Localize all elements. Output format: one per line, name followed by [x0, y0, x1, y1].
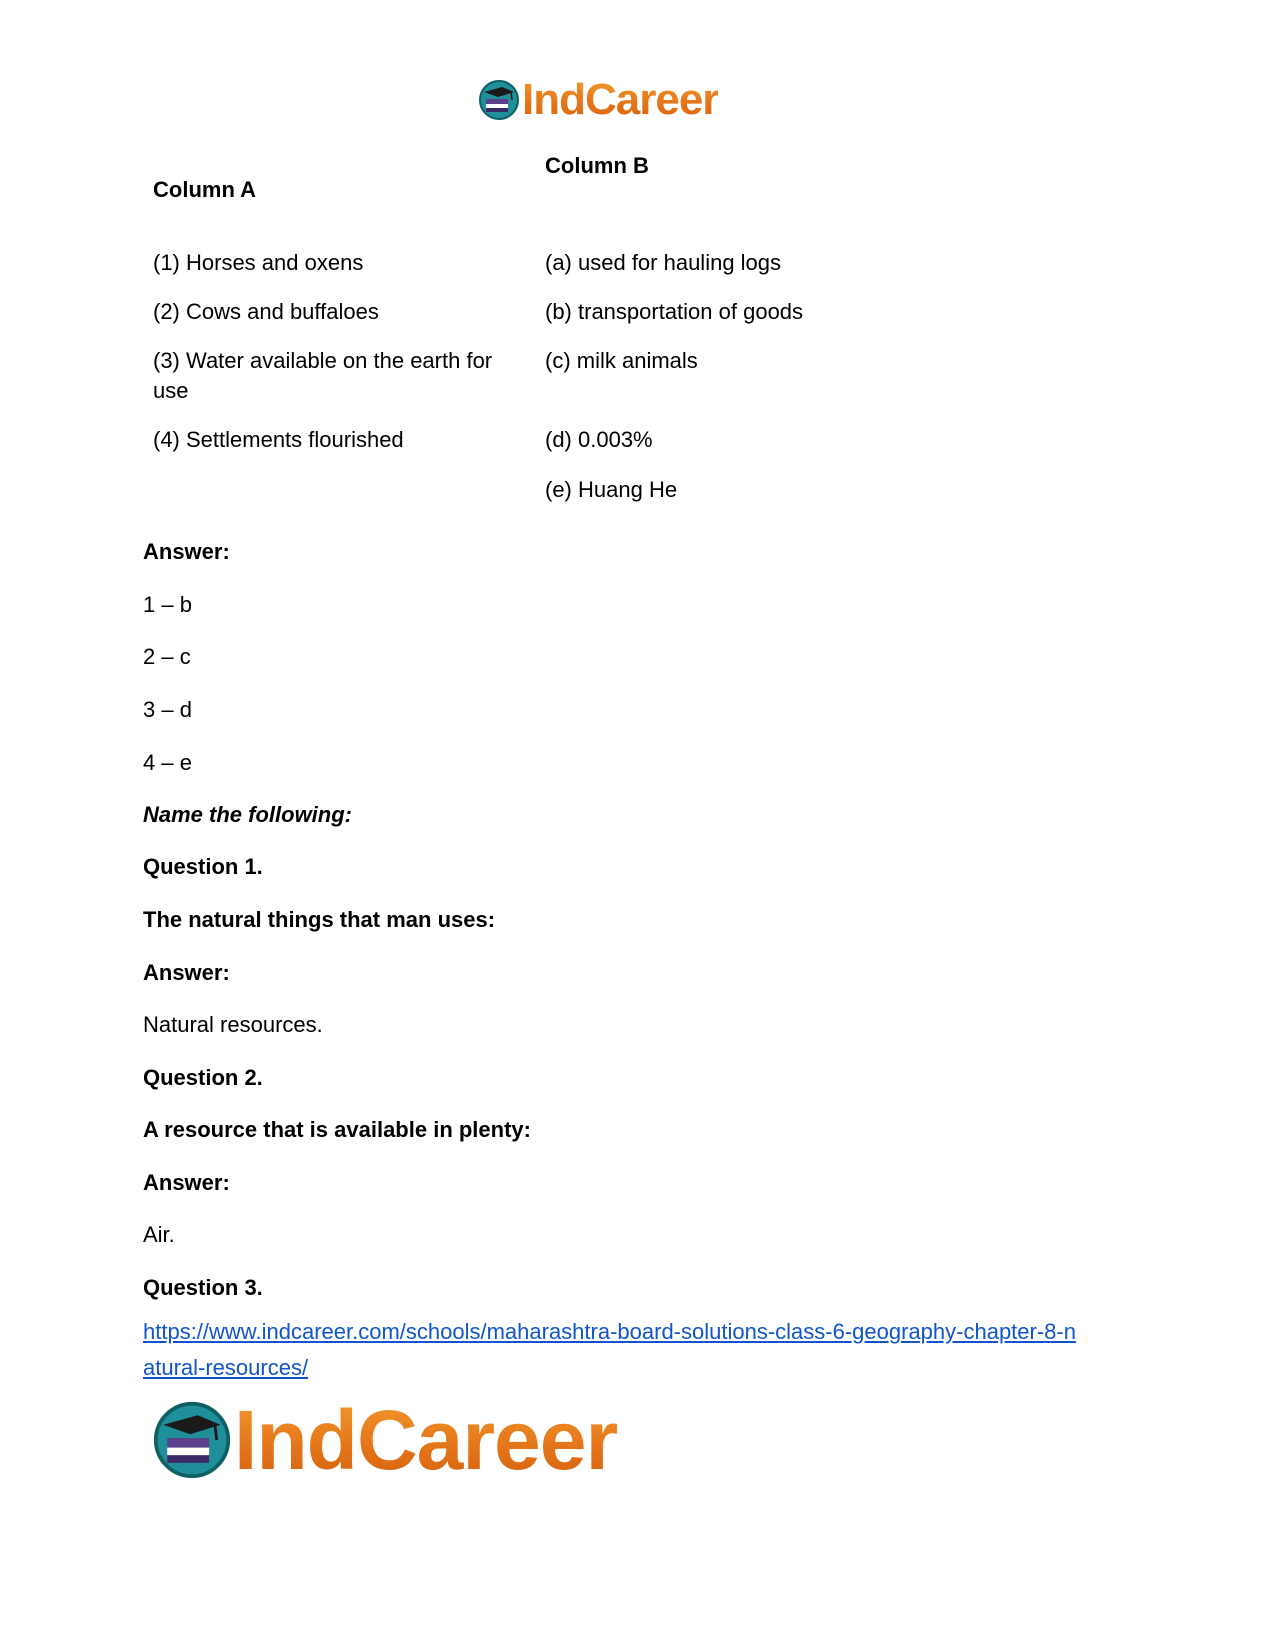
column-b-item: (d) 0.003%	[545, 427, 653, 452]
footer-url-line: https://www.indcareer.com/schools/maharashtra-board-solutions-class-6-geography-chapter-8-n	[143, 1319, 1076, 1344]
column-b-item: (e) Huang He	[545, 477, 678, 502]
logo-globe-icon	[152, 1400, 232, 1480]
column-b-item: (c) milk animals	[545, 348, 698, 373]
column-a-item: (1) Horses and oxens	[153, 250, 364, 275]
column-a-item: (3) Water available on the earth for	[153, 348, 493, 373]
answer-text: Air.	[143, 1222, 175, 1247]
footer-logo	[152, 1393, 618, 1487]
answer-label: Answer:	[143, 960, 230, 985]
question-text: The natural things that man uses:	[143, 907, 496, 932]
footer-url-link[interactable]	[143, 1314, 1143, 1386]
column-a-item: (2) Cows and buffaloes	[153, 299, 379, 324]
header-logo	[478, 75, 719, 124]
answer-item: 2 – c	[143, 644, 191, 669]
logo-wordmark: IndCareer	[234, 1393, 618, 1487]
column-a-item: use	[153, 378, 189, 403]
question-text: A resource that is available in plenty:	[143, 1117, 531, 1142]
column-b-item: (b) transportation of goods	[545, 299, 804, 324]
column-b-item: (a) used for hauling logs	[545, 250, 782, 275]
section-heading: Name the following:	[143, 802, 352, 827]
answer-label: Answer:	[143, 1170, 230, 1195]
logo-wordmark: IndCareer	[522, 75, 719, 124]
footer-url-line: atural-resources/	[143, 1355, 309, 1380]
answer-item: 1 – b	[143, 592, 192, 617]
question-label: Question 2.	[143, 1065, 263, 1090]
column-b-header: Column B	[545, 153, 649, 178]
question-label: Question 1.	[143, 854, 263, 879]
column-a-header: Column A	[153, 177, 257, 202]
answer-label: Answer:	[143, 539, 230, 564]
answer-item: 4 – e	[143, 750, 192, 775]
logo-globe-icon	[478, 79, 520, 121]
column-a-item: (4) Settlements flourished	[153, 427, 404, 452]
answer-item: 3 – d	[143, 697, 192, 722]
question-label: Question 3.	[143, 1275, 263, 1300]
answer-text: Natural resources.	[143, 1012, 323, 1037]
